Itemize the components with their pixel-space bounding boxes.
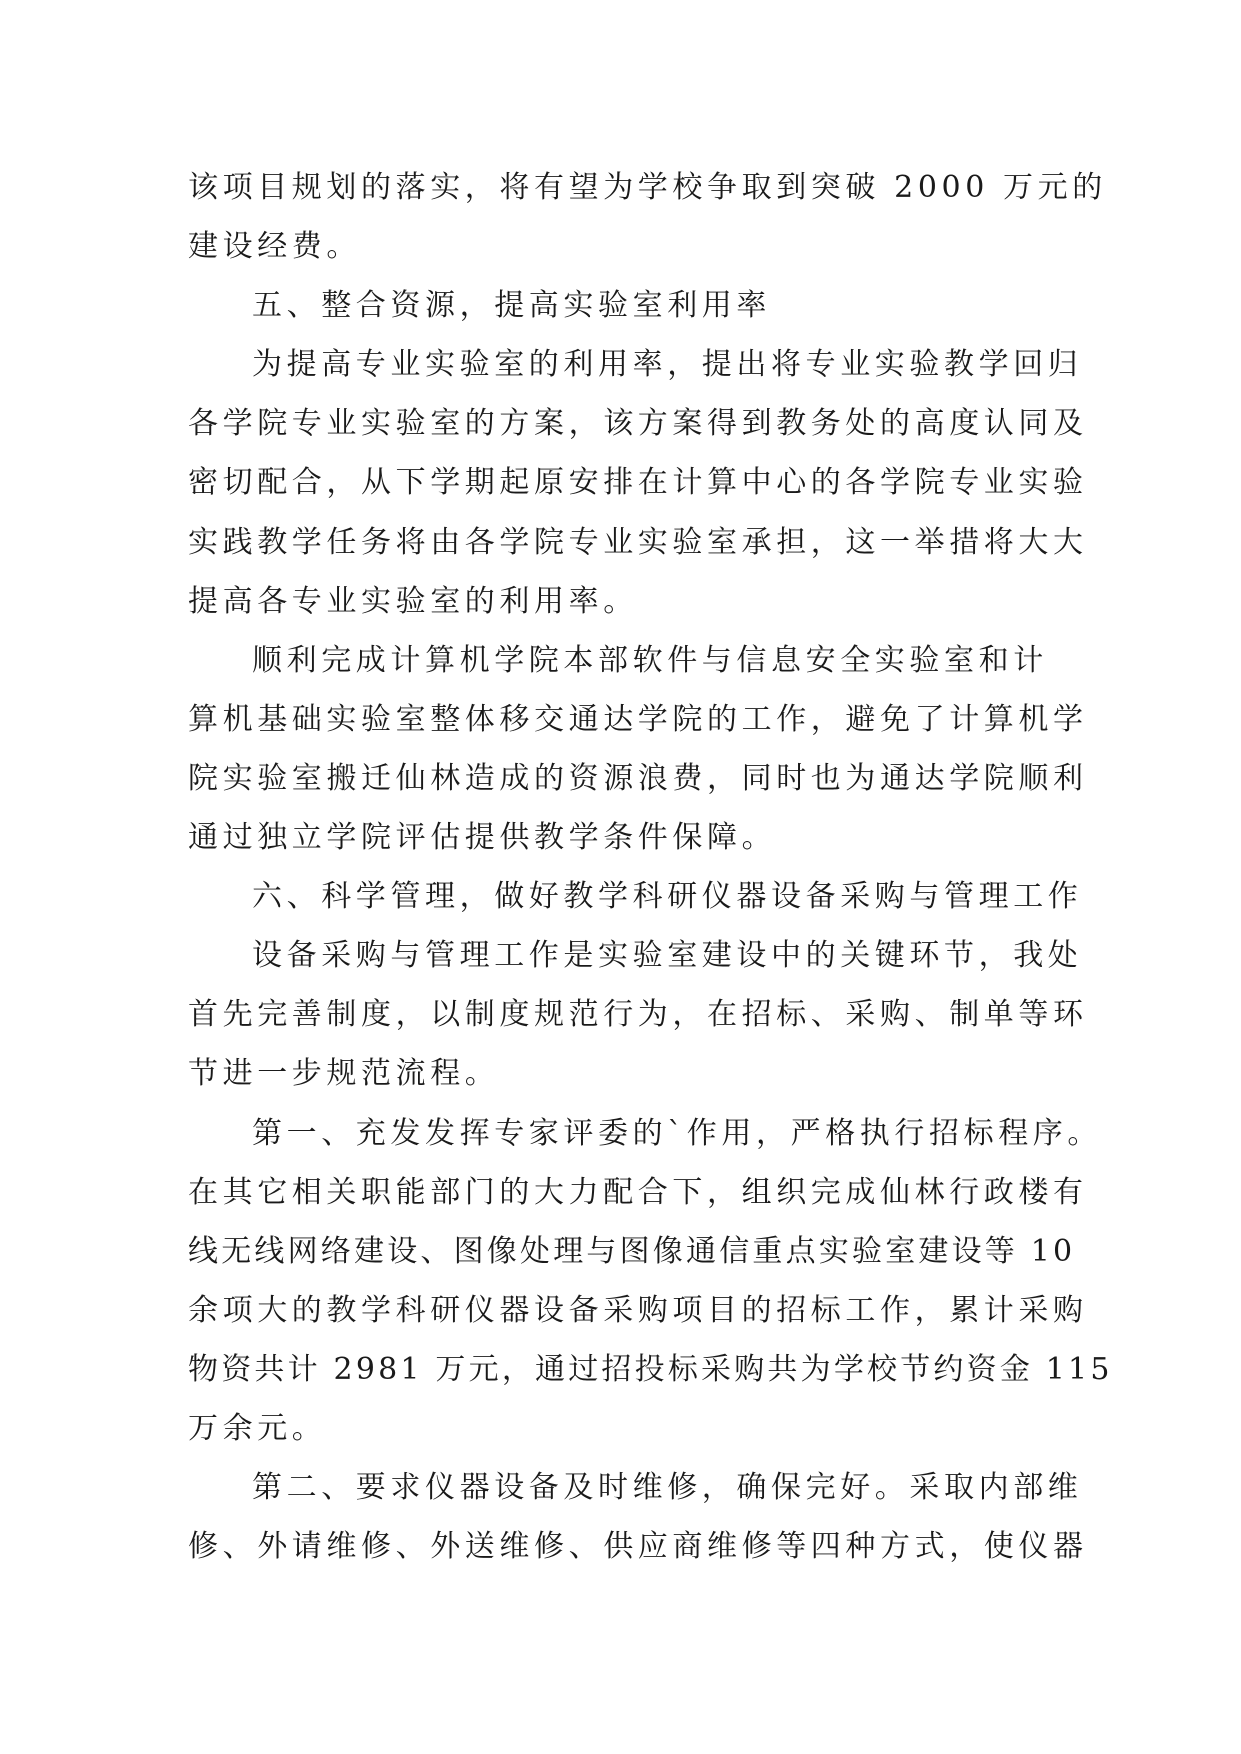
text-line: 建设经费。 bbox=[188, 229, 361, 265]
text-line: 物资共计 2981 万元，通过招投标采购共为学校节约资金 115 bbox=[188, 1351, 1113, 1387]
text-line: 万余元。 bbox=[188, 1410, 327, 1446]
text-line: 为提高专业实验室的利用率，提出将专业实验教学回归 bbox=[252, 347, 1083, 383]
text-line: 通过独立学院评估提供教学条件保障。 bbox=[188, 820, 777, 856]
text-line: 线无线网络建设、图像处理与图像通信重点实验室建设等 10 bbox=[188, 1233, 1076, 1269]
text-line: 提高各专业实验室的利用率。 bbox=[188, 583, 638, 619]
text-line: 修、外请维修、外送维修、供应商维修等四种方式，使仪器 bbox=[188, 1529, 1088, 1565]
text-line: 在其它相关职能部门的大力配合下，组织完成仙林行政楼有 bbox=[188, 1174, 1088, 1210]
document-body bbox=[188, 158, 1113, 1576]
text-line: 首先完善制度，以制度规范行为，在招标、采购、制单等环 bbox=[188, 997, 1088, 1033]
text-line: 该项目规划的落实，将有望为学校争取到突破 2000 万元的 bbox=[188, 170, 1107, 205]
text-line: 密切配合，从下学期起原安排在计算中心的各学院专业实验 bbox=[188, 465, 1088, 501]
text-line: 节进一步规范流程。 bbox=[188, 1056, 500, 1092]
text-line: 院实验室搬迁仙林造成的资源浪费，同时也为通达学院顺利 bbox=[188, 760, 1088, 796]
text-line: 余项大的教学科研仪器设备采购项目的招标工作，累计采购 bbox=[188, 1292, 1088, 1328]
text-line: 实践教学任务将由各学院专业实验室承担，这一举措将大大 bbox=[188, 524, 1088, 560]
text-line: 第一、充发发挥专家评委的`作用，严格执行招标程序。 bbox=[252, 1115, 1102, 1151]
section-heading: 六、科学管理，做好教学科研仪器设备采购与管理工作 bbox=[252, 879, 1083, 915]
text-line: 第二、要求仪器设备及时维修，确保完好。采取内部维 bbox=[252, 1470, 1083, 1506]
text-line: 各学院专业实验室的方案，该方案得到教务处的高度认同及 bbox=[188, 406, 1088, 442]
text-line: 设备采购与管理工作是实验室建设中的关键环节，我处 bbox=[252, 938, 1083, 974]
text-line: 顺利完成计算机学院本部软件与信息安全实验室和计 bbox=[252, 642, 1048, 678]
text-line: 算机基础实验室整体移交通达学院的工作，避免了计算机学 bbox=[188, 701, 1088, 737]
section-heading: 五、整合资源，提高实验室利用率 bbox=[252, 288, 771, 324]
